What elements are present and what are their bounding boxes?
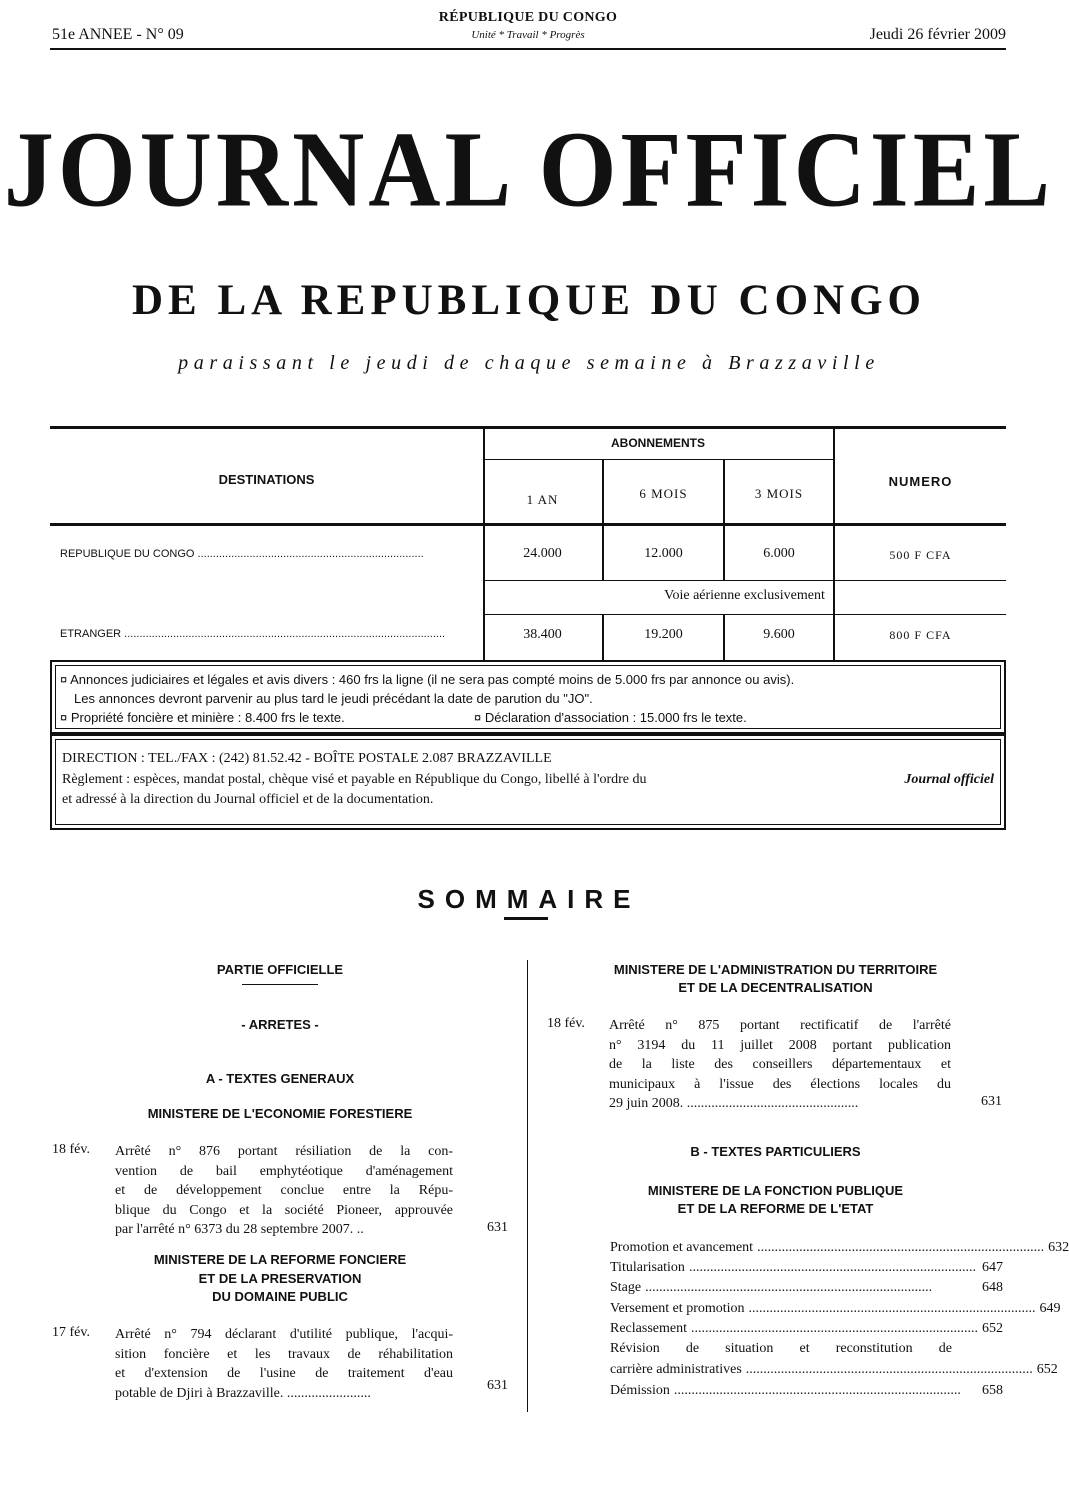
sommaire-title: SOMMAIRE — [417, 884, 641, 914]
table-divider — [483, 426, 485, 660]
col-numero: NUMERO — [888, 474, 953, 489]
ministere-heading: MINISTERE DE L'ADMINISTRATION DU TERRITOIRE — [613, 962, 938, 977]
toc-label: Révision de situation et reconstitution de — [610, 1341, 952, 1356]
entry-text — [115, 1142, 453, 1240]
entry-line: par l'arrêté n° 6373 du 28 septembre 2007. .. — [115, 1222, 364, 1238]
subscription-table — [50, 426, 1006, 660]
rate-value: 6.000 — [763, 546, 795, 561]
annonces-box — [50, 660, 1006, 734]
period-label: 1 AN — [526, 492, 559, 507]
ministere-heading: MINISTERE DE L'ECONOMIE FORESTIERE — [147, 1106, 413, 1121]
period-label: 3 MOIS — [754, 486, 804, 501]
top-header — [50, 10, 1006, 50]
entry-page: 631 — [981, 1094, 1002, 1109]
association-rate: ¤ Déclaration d'association : 15.000 frs le texte. — [474, 710, 747, 725]
toc-page: 652 — [1036, 1362, 1058, 1377]
entry-line: Arrêté n° 876 portant résiliation de la con- — [115, 1144, 453, 1159]
toc-page: 658 — [982, 1383, 1003, 1398]
toc-leader: .................................................................................. — [757, 1240, 1045, 1255]
ministere-heading: MINISTERE DE LA FONCTION PUBLIQUE — [647, 1183, 904, 1198]
entry-line: Arrêté n° 875 portant rectificatif de l'arrêté — [609, 1018, 951, 1033]
national-motto: Unité * Travail * Progrès — [471, 29, 585, 41]
toc-label: Reclassement — [610, 1321, 687, 1336]
annonce-rate: ¤ Annonces judiciaires et légales et avis divers : 460 frs la ligne (il ne sera pas compté moins de 5.000 frs par annonce ou avis). — [60, 672, 795, 687]
col-abonnements: ABONNEMENTS — [610, 436, 705, 450]
entry-line: Arrêté n° 794 déclarant d'utilité publique, l'acqui- — [115, 1327, 453, 1342]
arretes-heading: - ARRETES - — [241, 1017, 319, 1032]
rate-value: 12.000 — [644, 546, 683, 561]
toc-row — [610, 1280, 1003, 1300]
rate-value: 24.000 — [523, 546, 562, 561]
rate-value: 38.400 — [523, 627, 562, 642]
table-divider — [483, 580, 1006, 581]
col-destinations: DESTINATIONS — [218, 472, 315, 487]
reglement-line — [62, 772, 994, 788]
entry-text — [115, 1325, 453, 1403]
toc-label: Titularisation — [610, 1260, 685, 1275]
table-top-rule — [50, 426, 1006, 429]
toc-leader: .................................................................................. — [690, 1321, 978, 1336]
direction-contact: DIRECTION : TEL./FAX : (242) 81.52.42 - BOÎTE POSTALE 2.087 BRAZZAVILLE — [62, 751, 552, 766]
toc-page: 632 — [1048, 1240, 1069, 1255]
table-divider — [483, 459, 833, 460]
entry-line: potable de Djiri à Brazzaville. ........................ — [115, 1385, 371, 1401]
toc-page: 647 — [982, 1260, 1003, 1275]
table-divider — [833, 426, 835, 660]
reglement-text: Règlement : espèces, mandat postal, chèque visé et payable en République du Congo, libellé à l'ordre du — [62, 772, 647, 787]
rate-value: 9.600 — [763, 627, 795, 642]
journal-title: JOURNAL OFFICIEL — [3, 109, 1055, 230]
toc-label: carrière administratives — [610, 1362, 742, 1377]
entry-date: 17 fév. — [52, 1325, 90, 1340]
toc-leader: .................................................................................. — [748, 1301, 1036, 1316]
toc-row — [610, 1341, 952, 1361]
entry-date: 18 fév. — [547, 1016, 585, 1031]
entry-line: vention de bail emphytéotique d'aménagement — [115, 1163, 453, 1179]
table-divider — [483, 614, 1006, 615]
toc-row — [610, 1301, 1061, 1321]
period-label: 6 MOIS — [639, 486, 688, 501]
propriete-rate: ¤ Propriété foncière et minière : 8.400 frs le texte. — [60, 710, 345, 725]
entry-line: n° 3194 du 11 juillet 2008 portant publication — [609, 1037, 951, 1053]
toc-row — [610, 1321, 1003, 1341]
entry-line: de la liste des conseillers départementaux et — [609, 1057, 951, 1073]
toc-row — [610, 1362, 1058, 1382]
entry-line: et d'extension de l'usine de traitement d'eau — [115, 1366, 453, 1382]
toc-row — [610, 1260, 1003, 1280]
journal-tagline: paraissant le jeudi de chaque semaine à Brazzaville — [178, 352, 880, 374]
ministere-heading: MINISTERE DE LA REFORME FONCIERE — [153, 1252, 407, 1267]
entry-line: blique du Congo et la société Pioneer, approuvée — [115, 1202, 453, 1218]
toc-row — [610, 1383, 1003, 1403]
entry-line: sition foncière et les travaux de réhabilitation — [115, 1346, 453, 1362]
direction-address: et adressé à la direction du Journal officiel et de la documentation. — [62, 792, 434, 807]
entry-text — [609, 1016, 951, 1114]
ministere-heading: DU DOMAINE PUBLIC — [212, 1289, 348, 1304]
ministere-heading: ET DE LA PRESERVATION — [198, 1271, 362, 1286]
destination-label: ETRANGER ......................................................................................................... — [60, 628, 446, 640]
ministere-heading: ET DE LA DECENTRALISATION — [678, 980, 873, 995]
partie-underline — [242, 984, 318, 985]
republic-heading — [50, 10, 1006, 41]
toc-leader: .................................................................................. — [688, 1260, 976, 1275]
numero-price: 800 F CFA — [889, 628, 952, 642]
toc-page: 649 — [1039, 1301, 1061, 1316]
numero-price: 500 F CFA — [889, 548, 952, 562]
issue-number: 51e ANNEE - N° 09 — [52, 26, 184, 43]
sommaire-underline — [504, 917, 548, 920]
toc-page: 648 — [982, 1280, 1003, 1295]
toc-row — [610, 1240, 1069, 1260]
issue-date: Jeudi 26 février 2009 — [869, 26, 1006, 43]
republic-name: RÉPUBLIQUE DU CONGO — [438, 10, 618, 25]
rate-value: 19.200 — [644, 627, 683, 642]
entry-line: municipaux à l'issue des élections locales du — [609, 1076, 951, 1092]
direction-box — [50, 734, 1006, 830]
journal-emphasis: Journal officiel — [904, 772, 994, 787]
toc-label: Promotion et avancement — [610, 1240, 754, 1255]
column-separator — [527, 960, 528, 1412]
toc-leader: .................................................................................. — [645, 1280, 933, 1295]
table-header-rule — [50, 523, 1006, 526]
entry-line: 29 juin 2008. ................................................. — [609, 1096, 859, 1112]
textes-particuliers-heading: B - TEXTES PARTICULIERS — [690, 1144, 861, 1159]
journal-subtitle: DE LA REPUBLIQUE DU CONGO — [132, 277, 926, 324]
air-note: Voie aérienne exclusivement — [664, 588, 825, 603]
toc-label: Stage — [610, 1280, 642, 1295]
toc-leader: .................................................................................. — [673, 1383, 961, 1398]
entry-line: et de développement conclue entre la Répu- — [115, 1183, 453, 1199]
annonce-deadline: Les annonces devront parvenir au plus tard le jeudi précédant la date de parution du "JO". — [74, 691, 593, 706]
toc-page: 652 — [982, 1321, 1003, 1336]
toc-label: Démission — [610, 1383, 670, 1398]
textes-generaux-heading: A - TEXTES GENERAUX — [205, 1071, 355, 1086]
toc-leader: .................................................................................. — [745, 1362, 1033, 1377]
entry-page: 631 — [487, 1378, 508, 1393]
toc-label: Versement et promotion — [610, 1301, 745, 1316]
entry-page: 631 — [487, 1220, 508, 1235]
destination-label: REPUBLIQUE DU CONGO .......................................................................... — [60, 548, 424, 560]
partie-officielle-heading: PARTIE OFFICIELLE — [216, 962, 344, 977]
entry-date: 18 fév. — [52, 1142, 90, 1157]
ministere-heading: ET DE LA REFORME DE L'ETAT — [677, 1201, 874, 1216]
